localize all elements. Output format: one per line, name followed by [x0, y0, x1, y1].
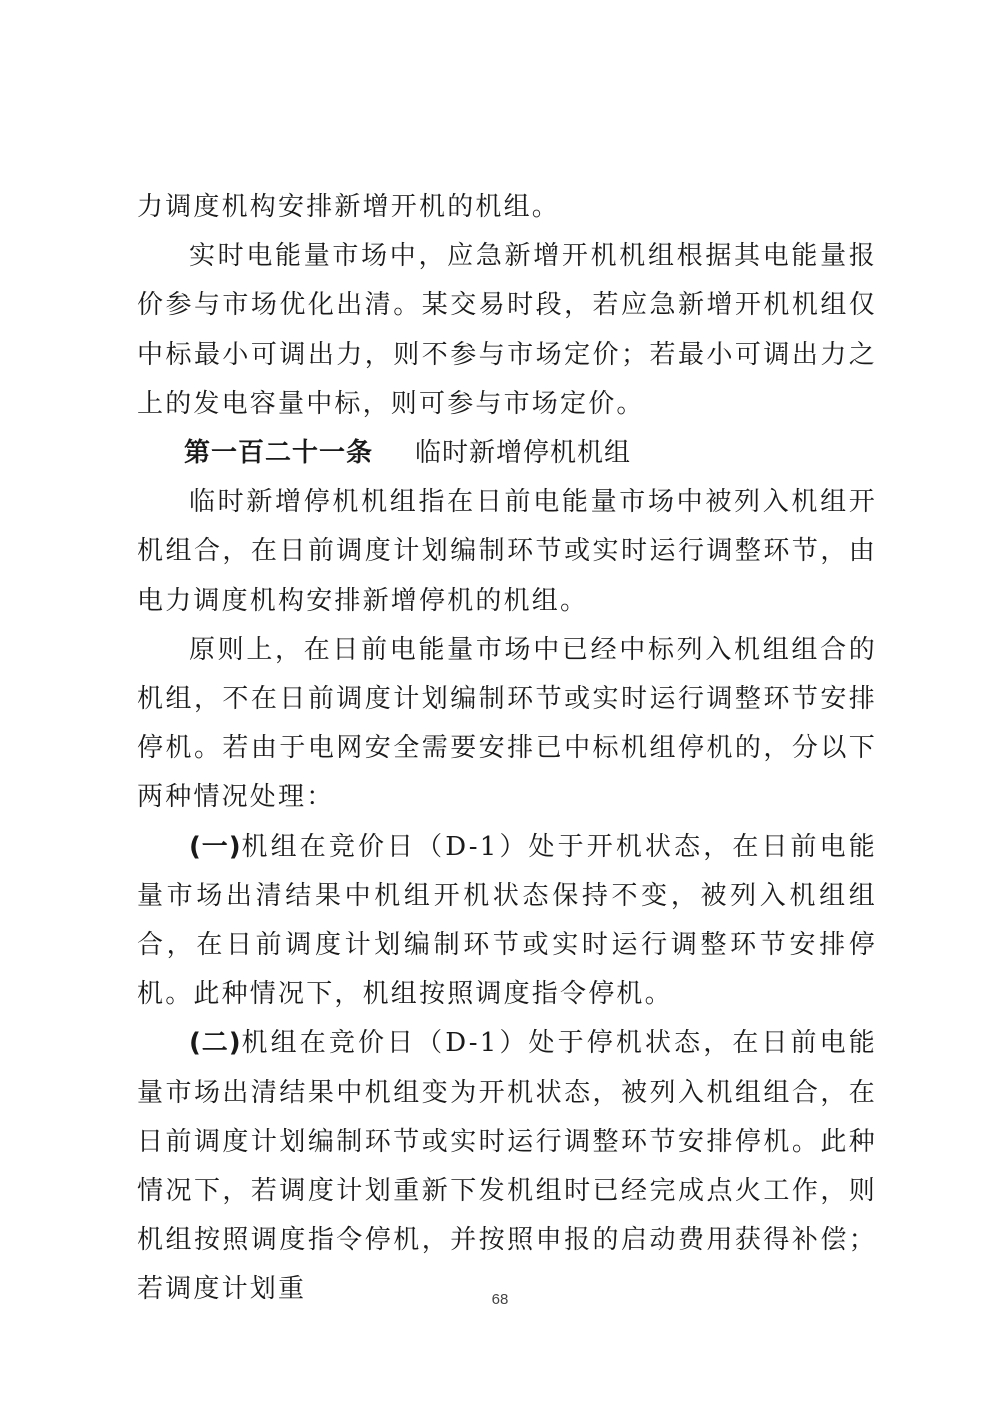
article-paragraph: 原则上，在日前电能量市场中已经中标列入机组组合的机组，不在日前调度计划编制环节或实时运行调整环节安排停机。若由于电网安全需要安排已中标机组停机的，分以下两种情况处理：	[137, 634, 877, 813]
list-item-text: 机组在竞价日（D-1）处于停机状态，在日前电能量市场出清结果中机组变为开机状态，被列入机组组合，在日前调度计划编制环节或实时运行调整环节安排停机。此种情况下，若调度计划重新下发机组时已经完成点火工作，则机组按照调度指令停机，并按照申报的启动费用获得补偿；若调度计划重	[137, 1028, 877, 1305]
article-paragraph: 临时新增停机机组指在日前电能量市场中被列入机组开机组合，在日前调度计划编制环节或实时运行调整环节，由电力调度机构安排新增停机的机组。	[137, 487, 877, 616]
article-heading	[137, 429, 877, 478]
list-item	[137, 1019, 877, 1314]
page-number: 68	[491, 1291, 509, 1308]
list-item-text: 机组在竞价日（D-1）处于开机状态，在日前电能量市场出清结果中机组开机状态保持不变，被列入机组组合，在日前调度计划编制环节或实时运行调整环节安排停机。此种情况下，机组按照调度指令停机。	[137, 831, 877, 1010]
article-number: 第一百二十一条	[184, 438, 374, 469]
list-item	[137, 823, 877, 1020]
paragraph: 实时电能量市场中，应急新增开机机组根据其电能量报价参与市场优化出清。某交易时段，若应急新增开机机组仅中标最小可调出力，则不参与市场定价；若最小可调出力之上的发电容量中标，则可参与市场定价。	[137, 241, 877, 419]
continuation-paragraph: 力调度机构安排新增开机的机组。	[137, 192, 561, 222]
list-item-label: (二)	[189, 1028, 241, 1059]
body-text	[137, 183, 877, 1315]
article-title: 临时新增停机机组	[415, 438, 632, 469]
list-item-label: (一)	[189, 831, 241, 862]
